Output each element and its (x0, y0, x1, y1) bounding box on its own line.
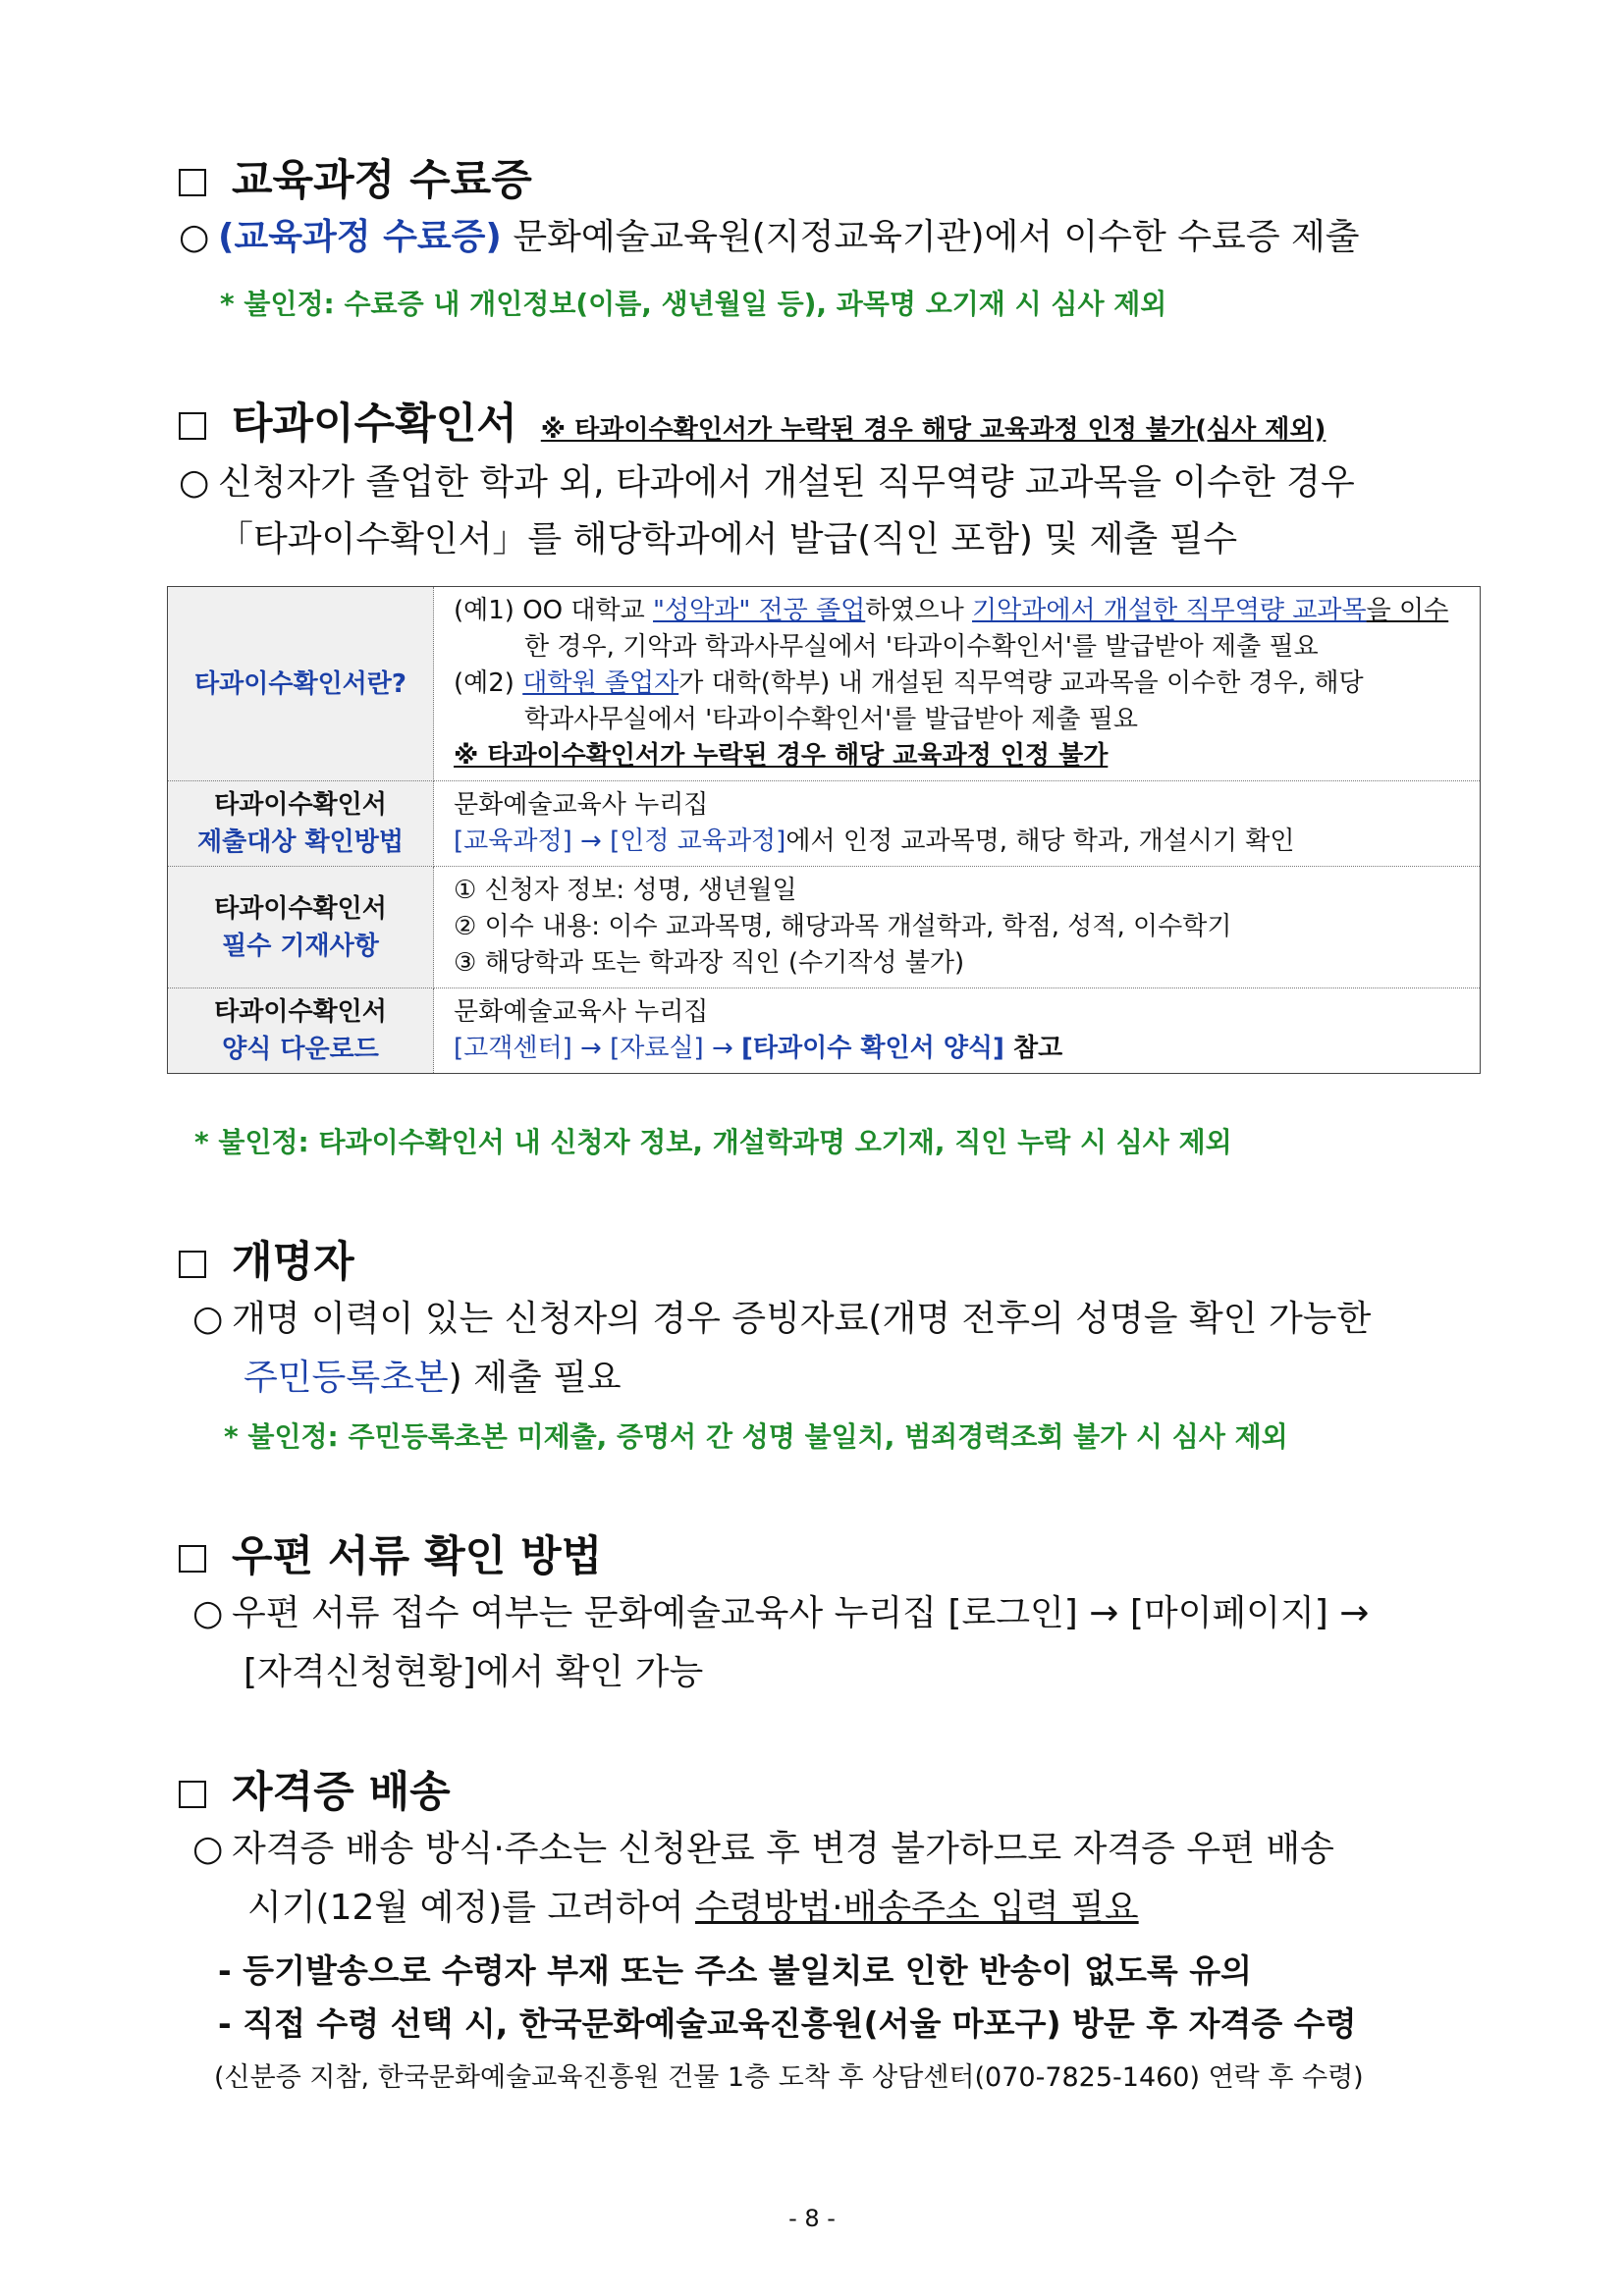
delivery-dash-1: - 등기발송으로 수령자 부재 또는 주소 불일치로 인한 반송이 없도록 유의 (218, 1951, 1253, 1990)
delivery-dash-2: - 직접 수령 선택 시, 한국문화예술교육진흥원(서울 마포구) 방문 후 자격증 수령 (218, 2004, 1357, 2043)
row-value: (예1) OO 대학교 "성악과" 전공 졸업하였으나 기악과에서 개설한 직무역량 교과목을 이수 한 경우, 기악과 학과사무실에서 '타과이수확인서'를 발급받아 제출 필요 (예2) 대학원 졸업자가 대학(학부) 내 개설된 직무역량 교과목을 이수한 경우, 해당 학과사무실에서 '타과이수확인서'를 발급받아 제출 필요 ※ 타과이수확인서가 누락된 경우 해당 교육과정 인정 불가 (434, 587, 1481, 781)
rejection-note: * 불인정: 수료증 내 개인정보(이름, 생년월일 등), 과목명 오기재 시 심사 제외 (220, 288, 1167, 320)
bullet-delivery-line1: ○ 자격증 배송 방식·주소는 신청완료 후 변경 불가하므로 자격증 우편 배송 (192, 1820, 1334, 1879)
heading-note: ※ 타과이수확인서가 누락된 경우 해당 교육과정 인정 불가(심사 제외) (540, 415, 1326, 445)
row-label: 타과이수확인서 제출대상 확인방법 (168, 781, 434, 867)
bullet-circle-icon: ○ (192, 1593, 224, 1633)
rejection-note: * 불인정: 타과이수확인서 내 신청자 정보, 개설학과명 오기재, 직인 누락 시 심사 제외 (194, 1126, 1232, 1158)
bullet-transfer-line1: ○ 신청자가 졸업한 학과 외, 타과에서 개설된 직무역량 교과목을 이수한 경우 (179, 454, 1355, 512)
table-row (168, 867, 1481, 988)
row-label: 타과이수확인서란? (168, 587, 434, 781)
bullet-circle-icon: ○ (179, 217, 210, 257)
checkbox-square-icon (179, 169, 206, 196)
table-note: ※ 타과이수확인서가 누락된 경우 해당 교육과정 인정 불가 (454, 741, 1109, 771)
bullet-circle-icon: ○ (192, 1829, 224, 1869)
section-heading-name-change: 개명자 (179, 1229, 354, 1289)
checkbox-square-icon (179, 412, 206, 440)
page-number: - 8 - (788, 2205, 836, 2232)
checkbox-square-icon (179, 1781, 206, 1808)
bullet-transfer-line2: 「타과이수확인서」를 해당학과에서 발급(직인 포함) 및 제출 필수 (218, 519, 1238, 560)
row-value: 문화예술교육사 누리집 [교육과정] → [인정 교육과정]에서 인정 교과목명, 해당 학과, 개설시기 확인 (434, 781, 1481, 867)
bullet-circle-icon: ○ (179, 462, 210, 503)
bullet-certificate (179, 208, 1360, 267)
bullet-mail-check-line1: ○ 우편 서류 접수 여부는 문화예술교육사 누리집 [로그인] → [마이페이지] → (192, 1584, 1369, 1643)
delivery-pickup-note: (신분증 지참, 한국문화예술교육진흥원 건물 1층 도착 후 상담센터(070-7825-1460) 연락 후 수령) (214, 2062, 1364, 2093)
rejection-note: * 불인정: 주민등록초본 미제출, 증명서 간 성명 불일치, 범죄경력조회 불가 시 심사 제외 (224, 1420, 1288, 1453)
table-row (168, 988, 1481, 1074)
section-heading-delivery: 자격증 배송 (179, 1759, 451, 1819)
section-heading-mail-check: 우편 서류 확인 방법 (179, 1523, 602, 1583)
checkbox-square-icon (179, 1545, 206, 1573)
checkbox-square-icon (179, 1251, 206, 1278)
bullet-name-change-line2: 주민등록초본) 제출 필요 (244, 1358, 622, 1398)
section-heading-transfer-confirmation: 타과이수확인서 ※ 타과이수확인서가 누락된 경우 해당 교육과정 인정 불가(심사 제외) (179, 391, 1326, 451)
bullet-circle-icon: ○ (192, 1299, 224, 1339)
row-value: 문화예술교육사 누리집 [고객센터] → [자료실] → [타과이수 확인서 양식] 참고 (434, 988, 1481, 1074)
table-row (168, 587, 1481, 781)
transfer-info-table (167, 586, 1481, 1074)
bullet-prefix: (교육과정 수료증) (218, 217, 502, 257)
row-label: 타과이수확인서 양식 다운로드 (168, 988, 434, 1074)
bullet-delivery-line2: 시기(12월 예정)를 고려하여 수령방법·배송주소 입력 필요 (247, 1888, 1139, 1928)
bullet-mail-check-line2: [자격신청현황]에서 확인 가능 (244, 1652, 704, 1692)
table-row (168, 781, 1481, 867)
bullet-name-change-line1: ○ 개명 이력이 있는 신청자의 경우 증빙자료(개명 전후의 성명을 확인 가능한 (192, 1290, 1371, 1349)
row-value: ① 신청자 정보: 성명, 생년월일 ② 이수 내용: 이수 교과목명, 해당과목 개설학과, 학점, 성적, 이수학기 ③ 해당학과 또는 학과장 직인 (수기작성 불가) (434, 867, 1481, 988)
row-label: 타과이수확인서 필수 기재사항 (168, 867, 434, 988)
bullet-text: 문화예술교육원(지정교육기관)에서 이수한 수료증 제출 (501, 217, 1360, 257)
section-heading-certificate: 교육과정 수료증 (179, 147, 532, 207)
